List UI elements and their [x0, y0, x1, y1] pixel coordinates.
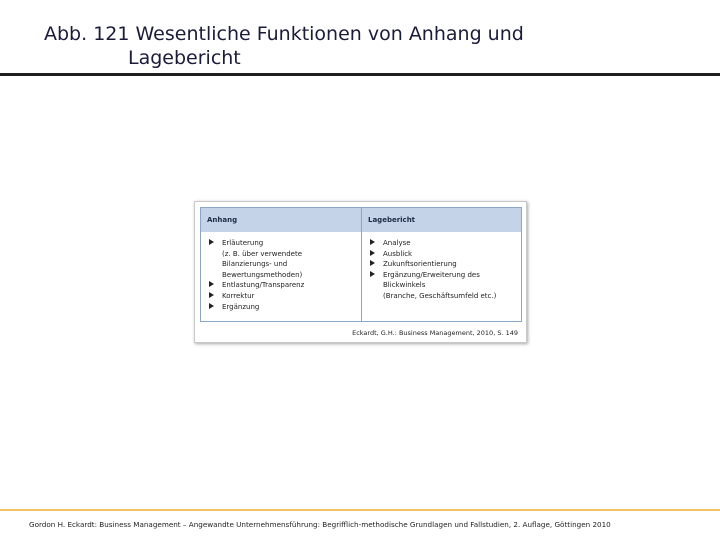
- list-item: [209, 238, 359, 249]
- list-item-text: Entlastung/Transparenz: [222, 281, 305, 290]
- list-item: [370, 249, 518, 260]
- title-line-1: Abb. 121 Wesentliche Funktionen von Anhang und: [44, 23, 524, 45]
- column-header-lagebericht: Lagebericht: [362, 208, 521, 232]
- list-item-continuation: (z. B. über verwendete: [222, 249, 302, 258]
- list-item-text: Ausblick: [383, 249, 413, 258]
- list-item: [209, 280, 359, 291]
- list-item-text: Korrektur: [222, 291, 255, 300]
- figure-source: Eckardt, G.H.: Business Management, 2010, S. 149: [352, 329, 518, 337]
- list-item-continuation: Bilanzierungs- und: [222, 260, 288, 269]
- list-item: [370, 259, 518, 270]
- list-item-text: Zukunftsorientierung: [383, 260, 457, 269]
- list-item: [209, 291, 359, 302]
- list-item: [370, 238, 518, 249]
- title-line-2: Lagebericht: [128, 47, 241, 69]
- footer-citation: Gordon H. Eckardt: Business Management – Angewandte Unternehmensführung: Begrifflich-methodische Grundlagen und Fallstudien, 2. Auflage, Göttingen 2010: [29, 520, 611, 529]
- list-item-continuation: Blickwinkels: [383, 281, 426, 290]
- figure-divider: [200, 321, 520, 322]
- list-item-text: Erläuterung: [222, 239, 264, 247]
- figure-table: [200, 207, 522, 322]
- triangle-bullet-icon: [370, 239, 375, 245]
- list-item-continuation: Bewertungsmethoden): [222, 270, 303, 279]
- anhang-list: [209, 238, 359, 312]
- list-item-text: Ergänzung: [222, 302, 260, 311]
- list-item-text: Analyse: [383, 239, 411, 247]
- page-title: [44, 22, 524, 70]
- list-item-text: Ergänzung/Erweiterung des: [383, 270, 480, 279]
- footer-divider: [0, 509, 720, 511]
- column-divider: [361, 208, 362, 321]
- list-item: [370, 270, 518, 281]
- list-item: [209, 302, 359, 313]
- triangle-bullet-icon: [370, 260, 375, 266]
- lagebericht-list: [370, 238, 518, 302]
- triangle-bullet-icon: [209, 292, 214, 298]
- triangle-bullet-icon: [209, 281, 214, 287]
- triangle-bullet-icon: [370, 250, 375, 256]
- title-divider: [0, 73, 720, 76]
- triangle-bullet-icon: [209, 239, 214, 245]
- triangle-bullet-icon: [209, 303, 214, 309]
- column-header-anhang: Anhang: [201, 208, 361, 232]
- list-item-continuation: (Branche, Geschäftsumfeld etc.): [383, 291, 497, 300]
- figure-image: [194, 201, 527, 343]
- triangle-bullet-icon: [370, 271, 375, 277]
